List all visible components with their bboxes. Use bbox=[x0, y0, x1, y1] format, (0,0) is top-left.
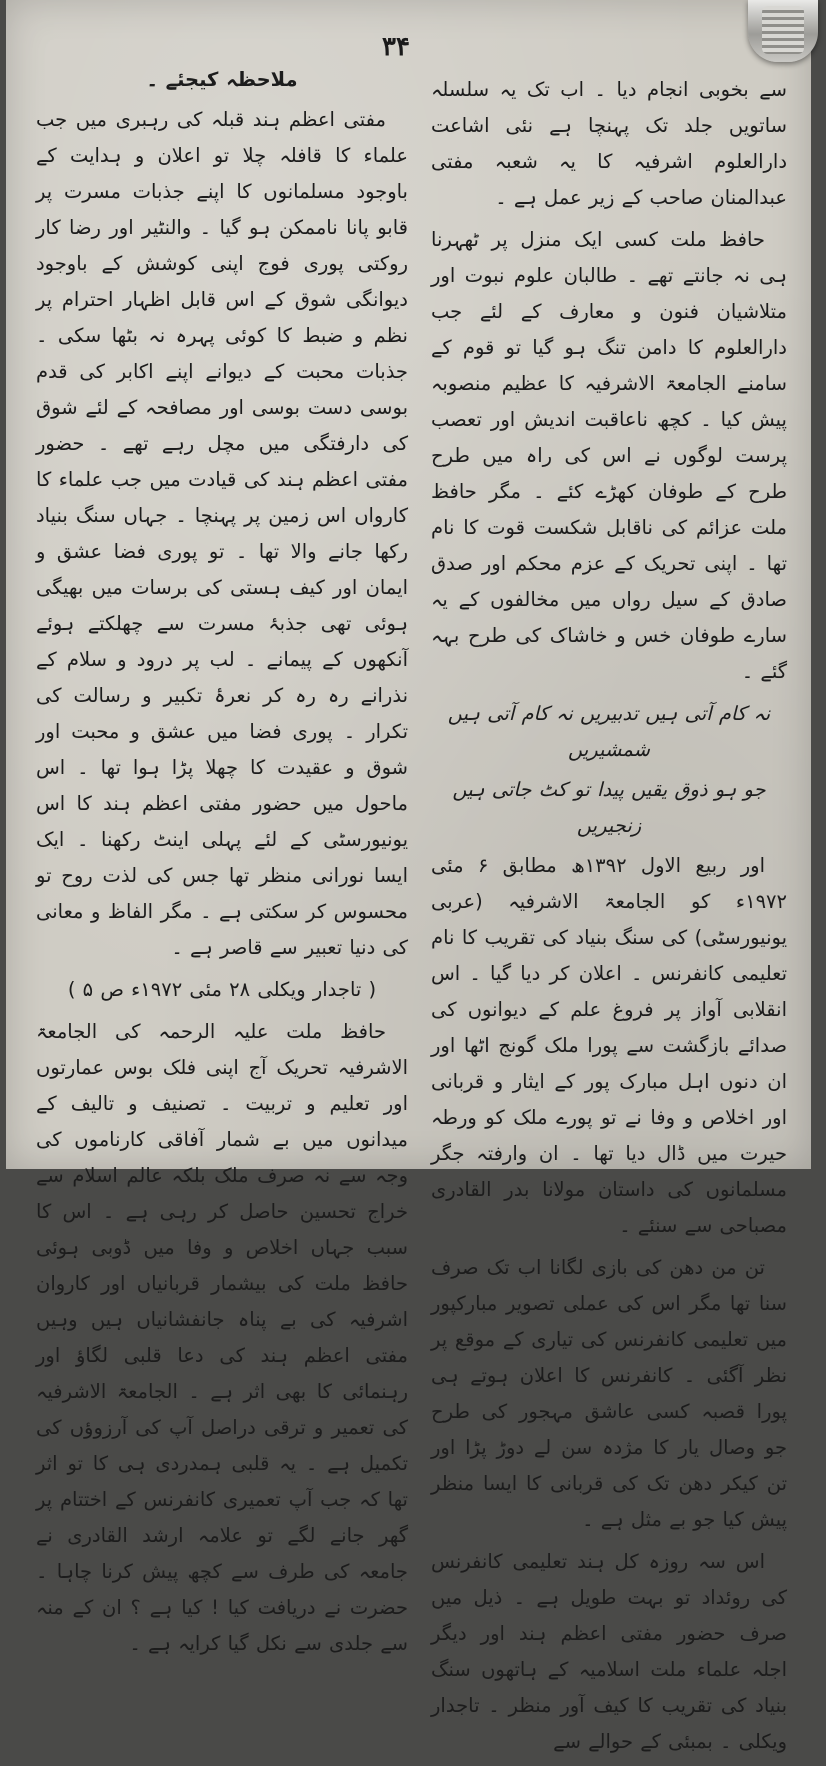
poetry-line: جو ہو ذوق یقیں پیدا تو کٹ جاتی ہیں زنجیریں bbox=[452, 778, 766, 837]
page-number: ۳۴ bbox=[382, 32, 410, 62]
citation: ( تاجدار ویکلی ۲۸ مئی ۱۹۷۲ء ص ۵ ) bbox=[67, 978, 377, 1001]
paragraph: اور ربیع الاول ۱۳۹۲ھ مطابق ۶ مئی ۱۹۷۲ء کو الجامعۃ الاشرفیہ (عربی یونیورسٹی) کی سنگ بنیاد کی تقریب کا نام تعلیمی کانفرنس ۔ اعلان کر دیا گیا ۔ اس انقلابی آواز پر فروغ علم کے دیوانوں کی صدائے بازگشت سے پورا ملک گونج اٹھا اور ان دنوں اہل مبارک پور کے ایثار و قربانی اور اخلاص و وفا نے تو پورے ملک کو ورطہ حیرت میں ڈال دیا تھا ۔ ان وارفتہ جگر مسلمانوں کی داستان مولانا بدر القادری مصباحی سے سنئے ۔ bbox=[431, 854, 787, 1237]
right-column bbox=[431, 72, 787, 1766]
paragraph: حافظ ملت کسی ایک منزل پر ٹھہرنا ہی نہ جانتے تھے ۔ طالبان علوم نبوت اور متلاشیان فنون و معارف کے لئے جب دارالعلوم کا دامن تنگ ہو گیا تو قوم کے سامنے الجامعۃ الاشرفیہ کا عظیم منصوبہ پیش کیا ۔ کچھ ناعاقبت اندیش اور تعصب پرست لوگوں نے اس کی راہ میں طرح طرح کے طوفان کھڑے کئے ۔ مگر حافظ ملت عزائم کی ناقابل شکست قوت کا نام تھا ۔ اپنی تحریک کے عزم محکم اور صدق صادق کے سیل رواں میں مخالفوں کے یہ سارے طوفان خس و خاشاک کی طرح بہہ گئے ۔ bbox=[431, 228, 787, 683]
paragraph: حافظ ملت علیہ الرحمہ کی الجامعۃ الاشرفیہ تحریک آج اپنی فلک بوس عمارتوں اور تعلیم و تربیت ۔ تصنیف و تالیف کے میدانوں میں بے شمار آفاقی کارناموں کی وجہ سے نہ صرف ملک بلکہ عالم اسلام سے خراج تحسین حاصل کر رہی ہے ۔ اس کا سبب جہاں اخلاص و وفا میں ڈوبی ہوئی حافظ ملت کی بیشمار قربانیاں اور کاروان اشرفیہ کی بے پناہ جانفشانیاں ہیں وہیں مفتی اعظم ہند کی دعا قلبی لگاؤ اور رہنمائی کا بھی اثر ہے ۔ الجامعۃ الاشرفیہ کی تعمیر و ترقی دراصل آپ کی آرزوؤں کی تکمیل ہے ۔ یہ قلبی ہمدردی ہی کا تو اثر تھا کہ جب آپ تعمیری کانفرنس کے اختتام پر گھر جانے لگے تو علامہ ارشد القادری نے جامعہ کی طرف سے کچھ پیش کرنا چاہا ۔ حضرت نے دریافت کیا ! کیا ہے ؟ ان کے منہ سے جلدی سے نکل گیا کرایہ ہے ۔ bbox=[36, 1020, 408, 1655]
left-column bbox=[36, 62, 408, 1668]
quoted-paragraph: تن من دھن کی بازی لگانا اب تک صرف سنا تھا مگر اس کی عملی تصویر مبارکپور میں تعلیمی کانفرنس کی تیاری کے موقع پر نظر آگئی ۔ کانفرنس کا اعلان ہوتے ہی پورا قصبہ کسی عاشق مہجور کی طرح جو وصال یار کا مژدہ سن لے دوڑ پڑا اور تن کیکر دھن تک کی قربانی کا ایسا منظر پیش کیا جو بے مثل ہے ۔ bbox=[431, 1256, 787, 1531]
column-heading: ملاحظہ کیجئے ۔ bbox=[146, 68, 298, 91]
poetry-line: نہ کام آتی ہیں تدبیریں نہ کام آتی ہیں شمشیریں bbox=[447, 702, 771, 761]
scanned-page bbox=[6, 0, 811, 1753]
paragraph: سے بخوبی انجام دیا ۔ اب تک یہ سلسلہ ساتویں جلد تک پہنچا ہے نئی اشاعت دارالعلوم اشرفیہ کا یہ شعبہ مفتی عبدالمنان صاحب کے زیر عمل ہے ۔ bbox=[431, 78, 787, 209]
quoted-paragraph: مفتی اعظم ہند قبلہ کی رہبری میں جب علماء کا قافلہ چلا تو اعلان و ہدایت کے باوجود مسلمانوں کا اپنے جذبات مسرت پر قابو پانا ناممکن ہو گیا ۔ والنٹیر اور رضا کار روکتی پوری فوج اپنی کوشش کے باوجود دیوانگی شوق کے اس قابل اظہار احترام پر نظم و ضبط کا کوئی پہرہ نہ بٹھا سکی ۔ جذبات محبت کے دیوانے اپنے اکابر کی قدم بوسی دست بوسی اور مصافحہ کے لئے شوق کی دارفتگی میں مچل رہے تھے ۔ حضور مفتی اعظم ہند کی قیادت میں جب علماء کا کارواں اس زمین پر پہنچا ۔ جہاں سنگ بنیاد رکھا جانے والا تھا ۔ تو پوری فضا عشق و ایمان اور کیف ہستی کی برسات میں بھیگی ہوئی تھی جذبۂ مسرت سے چھلکتے ہوئے آنکھوں کے پیمانے ۔ لب پر درود و سلام کے نذرانے رہ رہ کر نعرۂ تکبیر و رسالت کی تکرار ۔ پوری فضا میں عشق و محبت اور شوق و عقیدت کا چھلا پڑا ہوا تھا ۔ اس ماحول میں حضور مفتی اعظم ہند کا اس یونیورسٹی کے لئے پہلی اینٹ رکھنا ۔ ایک ایسا نورانی منظر تھا جس کی لذت روح تو محسوس کر سکتی ہے ۔ مگر الفاظ و معانی کی دنیا تعبیر سے قاصر ہے ۔ bbox=[36, 108, 408, 959]
metal-bolt-image bbox=[748, 0, 818, 62]
paragraph: اس سہ روزہ کل ہند تعلیمی کانفرنس کی روئداد تو بہت طویل ہے ۔ ذیل میں صرف حضور مفتی اعظم ہند اور دیگر اجلہ علماء ملت اسلامیہ کے ہاتھوں سنگ بنیاد کی تقریب کا کیف آور منظر ۔ تاجدار ویکلی ۔ بمبئی کے حوالے سے bbox=[431, 1550, 787, 1753]
